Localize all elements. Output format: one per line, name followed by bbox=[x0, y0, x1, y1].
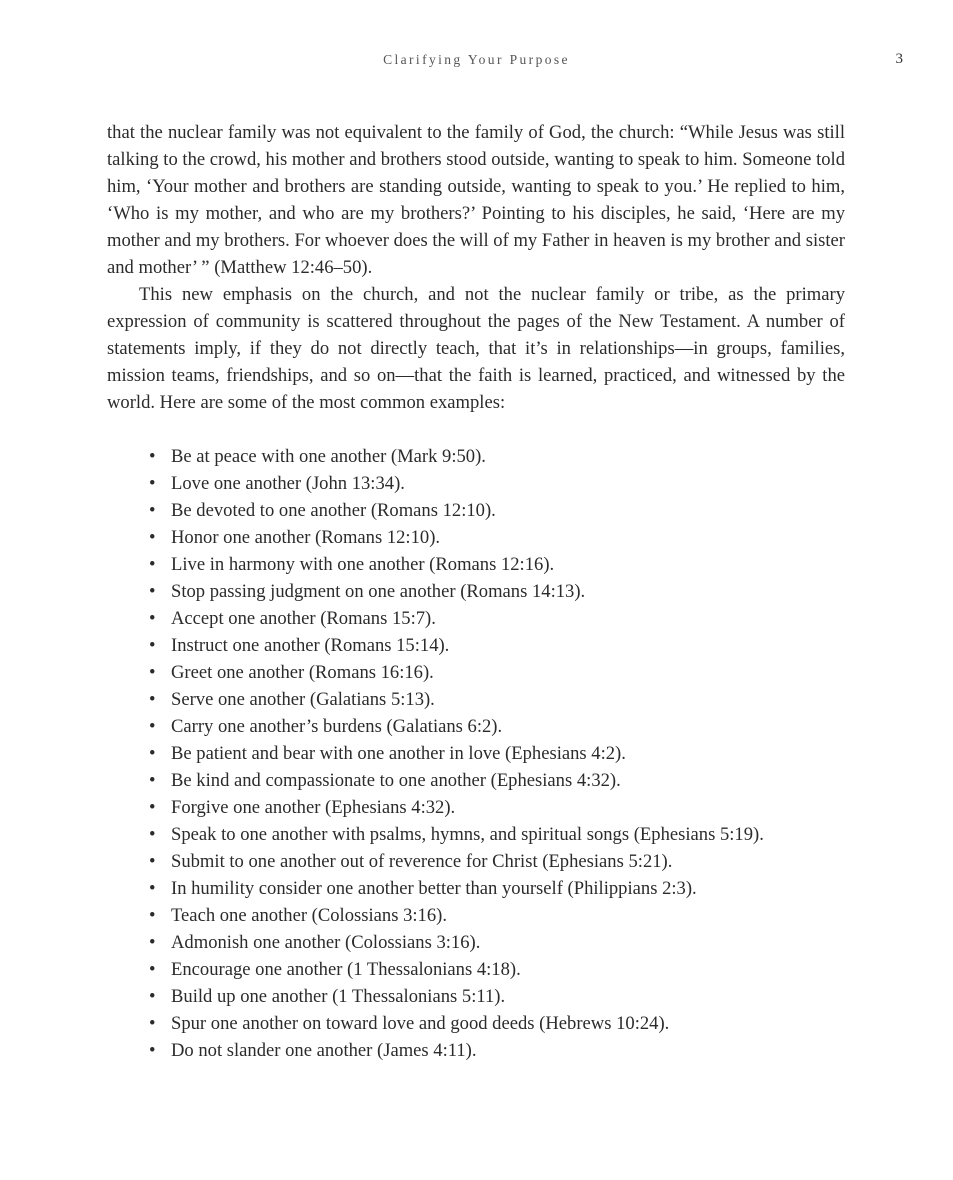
page-number: 3 bbox=[895, 51, 903, 67]
list-item-text: Speak to one another with psalms, hymns, and spiritual songs (Ephesians 5:19). bbox=[171, 824, 764, 845]
bullet-marker: • bbox=[149, 878, 156, 899]
bullet-marker: • bbox=[149, 689, 156, 710]
list-item bbox=[107, 902, 845, 929]
list-item-text: Stop passing judgment on one another (Romans 14:13). bbox=[171, 581, 586, 602]
bullet-marker: • bbox=[149, 1040, 156, 1061]
list-item-text: Be devoted to one another (Romans 12:10). bbox=[171, 500, 496, 521]
list-item bbox=[107, 443, 845, 470]
list-item bbox=[107, 794, 845, 821]
list-item-text: Do not slander one another (James 4:11). bbox=[171, 1040, 477, 1061]
list-item bbox=[107, 659, 845, 686]
list-item-text: Encourage one another (1 Thessalonians 4:18). bbox=[171, 959, 521, 980]
list-item-text: Be at peace with one another (Mark 9:50). bbox=[171, 446, 486, 467]
bullet-marker: • bbox=[149, 446, 156, 467]
list-item-text: Forgive one another (Ephesians 4:32). bbox=[171, 797, 456, 818]
bullet-marker: • bbox=[149, 527, 156, 548]
running-head-title: Clarifying Your Purpose bbox=[383, 52, 570, 67]
list-item-text: Love one another (John 13:34). bbox=[171, 473, 405, 494]
list-item bbox=[107, 848, 845, 875]
list-item-text: Teach one another (Colossians 3:16). bbox=[171, 905, 447, 926]
list-item-text: Live in harmony with one another (Romans 12:16). bbox=[171, 554, 555, 575]
list-item bbox=[107, 632, 845, 659]
list-item bbox=[107, 551, 845, 578]
list-item bbox=[107, 956, 845, 983]
paragraph-2: This new emphasis on the church, and not the nuclear family or tribe, as the primary expression of community is scattered throughout the pages of the New Testament. A number of statements imply, if they do not directly teach, that it’s in relationships—in groups, families, mission teams, friendships, and so on—that the faith is learned, practiced, and witnessed by the world. Here are some of the most common examples: bbox=[107, 284, 845, 413]
bullet-marker: • bbox=[149, 1013, 156, 1034]
paragraph-1: that the nuclear family was not equivalent to the family of God, the church: “While Jesus was still talking to the crowd, his mother and brothers stood outside, wanting to speak to him. Someone told him, ‘Your mother and brothers are standing outside, wanting to speak to you.’ He replied to him, ‘Who is my mother, and who are my brothers?’ Pointing to his disciples, he said, ‘Here are my mother and my brothers. For whoever does the will of my Father in heaven is my brother and sister and mother’ ” (Matthew 12:46–50). bbox=[107, 122, 845, 278]
list-item bbox=[107, 497, 845, 524]
list-item bbox=[107, 1037, 845, 1064]
list-item-text: Honor one another (Romans 12:10). bbox=[171, 527, 441, 548]
bullet-marker: • bbox=[149, 662, 156, 683]
bullet-marker: • bbox=[149, 851, 156, 872]
bullet-marker: • bbox=[149, 716, 156, 737]
list-item bbox=[107, 1010, 845, 1037]
bullet-marker: • bbox=[149, 986, 156, 1007]
list-item bbox=[107, 821, 845, 848]
list-item-text: Greet one another (Romans 16:16). bbox=[171, 662, 434, 683]
list-item bbox=[107, 875, 845, 902]
bullet-marker: • bbox=[149, 932, 156, 953]
list-item bbox=[107, 524, 845, 551]
bullet-marker: • bbox=[149, 581, 156, 602]
bullet-marker: • bbox=[149, 824, 156, 845]
list-item bbox=[107, 767, 845, 794]
list-item-text: In humility consider one another better than yourself (Philippians 2:3). bbox=[171, 878, 697, 899]
list-item-text: Submit to one another out of reverence for Christ (Ephesians 5:21). bbox=[171, 851, 673, 872]
bullet-marker: • bbox=[149, 554, 156, 575]
list-item-text: Instruct one another (Romans 15:14). bbox=[171, 635, 450, 656]
list-item bbox=[107, 578, 845, 605]
bullet-marker: • bbox=[149, 797, 156, 818]
bullet-marker: • bbox=[149, 608, 156, 629]
list-item bbox=[107, 686, 845, 713]
bullet-marker: • bbox=[149, 500, 156, 521]
list-item bbox=[107, 470, 845, 497]
list-item-text: Spur one another on toward love and good deeds (Hebrews 10:24). bbox=[171, 1013, 670, 1034]
bullet-marker: • bbox=[149, 959, 156, 980]
list-item-text: Admonish one another (Colossians 3:16). bbox=[171, 932, 481, 953]
list-item bbox=[107, 929, 845, 956]
list-item-text: Accept one another (Romans 15:7). bbox=[171, 608, 436, 629]
list-item bbox=[107, 983, 845, 1010]
list-item bbox=[107, 605, 845, 632]
bullet-marker: • bbox=[149, 635, 156, 656]
list-item bbox=[107, 740, 845, 767]
list-item-text: Carry one another’s burdens (Galatians 6:2). bbox=[171, 716, 503, 737]
body-text bbox=[107, 119, 845, 1064]
list-item-text: Serve one another (Galatians 5:13). bbox=[171, 689, 435, 710]
one-another-list bbox=[107, 443, 845, 1064]
bullet-marker: • bbox=[149, 770, 156, 791]
list-item-text: Build up one another (1 Thessalonians 5:11). bbox=[171, 986, 506, 1007]
list-item-text: Be kind and compassionate to one another (Ephesians 4:32). bbox=[171, 770, 621, 791]
bullet-marker: • bbox=[149, 743, 156, 764]
bullet-marker: • bbox=[149, 473, 156, 494]
bullet-marker: • bbox=[149, 905, 156, 926]
list-item-text: Be patient and bear with one another in love (Ephesians 4:2). bbox=[171, 743, 626, 764]
list-item bbox=[107, 713, 845, 740]
